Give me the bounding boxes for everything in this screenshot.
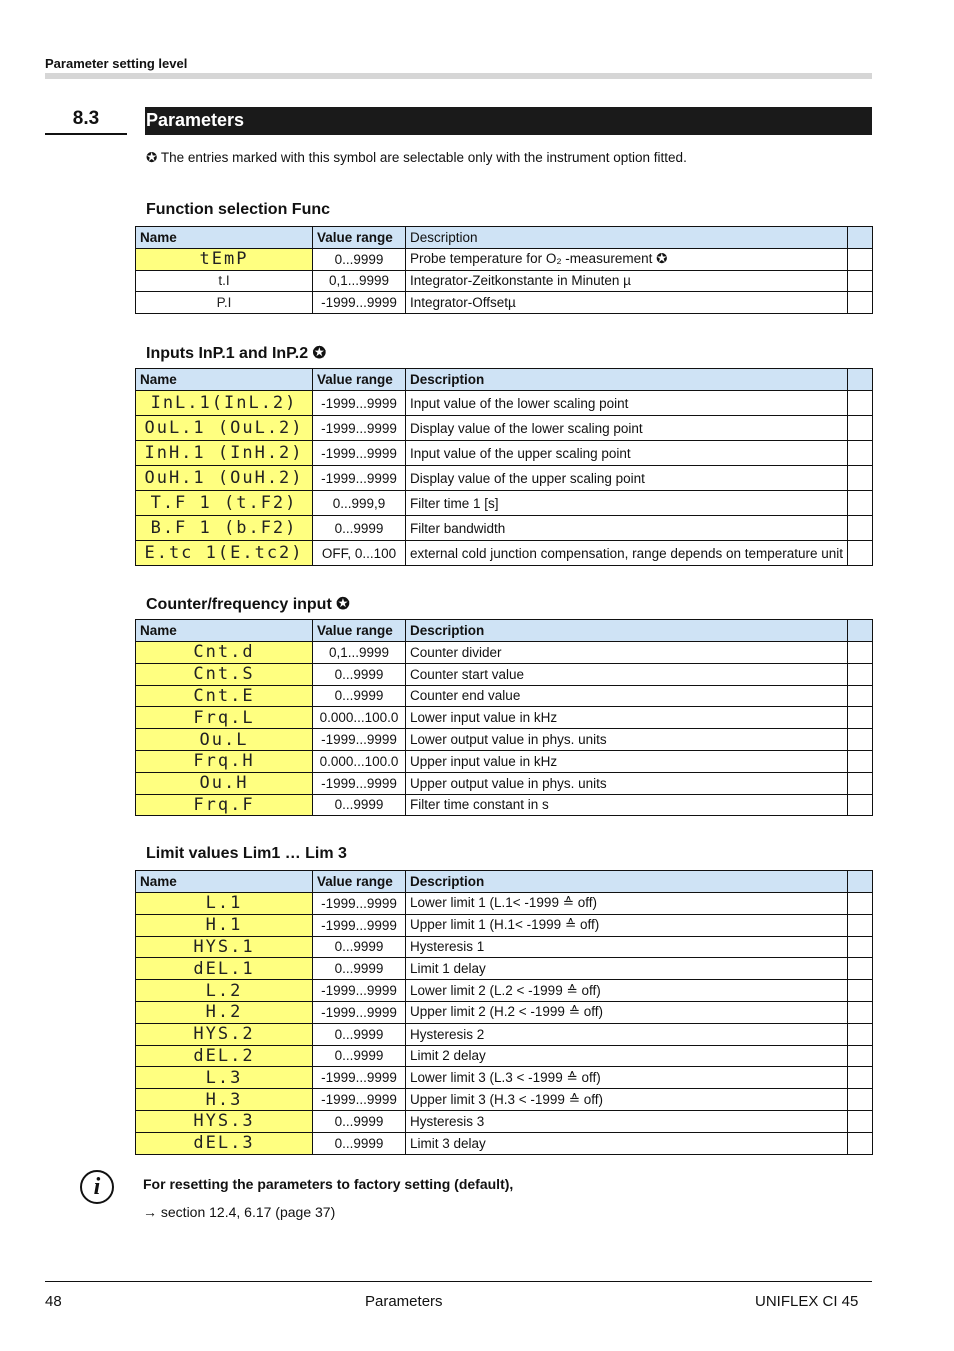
limits-table [135,870,873,1155]
parameter-name: Ou.L [136,729,313,751]
parameter-name: Frq.L [136,707,313,729]
parameter-description: Integrator-Zeitkonstante in Minuten µ [406,270,848,292]
page-number: 48 [45,1293,62,1310]
parameter-description: Filter time 1 [s] [406,491,848,516]
col-blank [848,620,873,642]
value-range: 0...9999 [313,249,406,271]
blank-cell [848,249,873,271]
parameter-name: HYS.2 [136,1023,313,1045]
reset-note-title: For resetting the parameters to factory setting (default), [143,1176,514,1192]
blank-cell [848,685,873,707]
parameter-description: Filter time constant in s [406,794,848,816]
blank-cell [848,1132,873,1154]
value-range: -1999...9999 [313,1001,406,1023]
parameter-description: Hysteresis 3 [406,1110,848,1132]
table-row [136,466,873,491]
table-row [136,1110,873,1132]
blank-cell [848,958,873,980]
parameter-description: Integrator-Offsetµ [406,292,848,314]
table-row [136,391,873,416]
value-range: -1999...9999 [313,1067,406,1089]
section-title: Parameters [146,110,245,130]
blank-cell [848,541,873,566]
value-range: 0...999,9 [313,491,406,516]
table-row [136,491,873,516]
parameter-description: Upper limit 1 (H.1< -1999 ≙ off) [406,914,848,936]
value-range: -1999...9999 [313,729,406,751]
blank-cell [848,491,873,516]
table-row [136,707,873,729]
parameter-description: Filter bandwidth [406,516,848,541]
parameter-name: InH.1 (InH.2) [136,441,313,466]
table-row [136,980,873,1002]
col-name: Name [136,369,313,391]
parameter-description: Limit 2 delay [406,1045,848,1067]
value-range: 0.000...100.0 [313,750,406,772]
col-blank [848,227,873,249]
parameter-description: Display value of the upper scaling point [406,466,848,491]
table-row [136,685,873,707]
value-range: 0.000...100.0 [313,707,406,729]
blank-cell [848,1001,873,1023]
value-range: 0...9999 [313,663,406,685]
parameter-name: t.I [136,270,313,292]
blank-cell [848,270,873,292]
parameter-description: Input value of the lower scaling point [406,391,848,416]
col-range: Value range [313,871,406,893]
value-range: -1999...9999 [313,893,406,915]
value-range: 0...9999 [313,685,406,707]
parameter-description: Display value of the lower scaling point [406,416,848,441]
counter-heading: Counter/frequency input ✪ [146,596,350,613]
footer-section: Parameters [365,1293,443,1310]
parameter-name: H.1 [136,914,313,936]
parameter-name: L.2 [136,980,313,1002]
running-header: Parameter setting level [45,56,188,71]
table-row [136,441,873,466]
table-row [136,772,873,794]
blank-cell [848,980,873,1002]
table-row [136,914,873,936]
table-row [136,270,873,292]
parameter-description: Upper limit 3 (H.3 < -1999 ≙ off) [406,1089,848,1111]
table-row [136,1023,873,1045]
blank-cell [848,663,873,685]
table-row [136,642,873,664]
parameter-name: L.3 [136,1067,313,1089]
col-description: Description [406,227,848,249]
parameter-description: Lower limit 1 (L.1< -1999 ≙ off) [406,893,848,915]
parameter-name: E.tc 1(E.tc2) [136,541,313,566]
table-row [136,750,873,772]
blank-cell [848,1067,873,1089]
parameter-description: Counter end value [406,685,848,707]
func-table [135,226,873,314]
value-range: 0...9999 [313,1045,406,1067]
table-row [136,249,873,271]
blank-cell [848,936,873,958]
value-range: 0...9999 [313,1023,406,1045]
value-range: -1999...9999 [313,914,406,936]
blank-cell [848,772,873,794]
parameter-name: T.F 1 (t.F2) [136,491,313,516]
table-row [136,516,873,541]
parameter-name: P.I [136,292,313,314]
table-row [136,541,873,566]
parameter-name: Ou.H [136,772,313,794]
col-description: Description [406,871,848,893]
footer-product: UNIFLEX CI 45 [755,1293,859,1310]
parameter-description: Limit 3 delay [406,1132,848,1154]
parameter-description: Upper limit 2 (H.2 < -1999 ≙ off) [406,1001,848,1023]
col-name: Name [136,871,313,893]
table-row [136,1045,873,1067]
parameter-description: Lower limit 3 (L.3 < -1999 ≙ off) [406,1067,848,1089]
section-number: 8.3 [72,108,100,129]
value-range: -1999...9999 [313,980,406,1002]
header-rule [45,73,872,79]
parameter-name: L.1 [136,893,313,915]
reset-note-reference: → section 12.4, 6.17 (page 37) [143,1204,336,1220]
table-row [136,663,873,685]
parameter-description: Lower input value in kHz [406,707,848,729]
blank-cell [848,466,873,491]
info-icon: i [80,1170,114,1204]
table-row [136,416,873,441]
parameter-description: external cold junction compensation, range depends on temperature unit [406,541,848,566]
blank-cell [848,707,873,729]
table-row [136,1001,873,1023]
blank-cell [848,1110,873,1132]
parameter-name: dEL.3 [136,1132,313,1154]
inputs-heading: Inputs InP.1 and InP.2 ✪ [146,345,326,362]
value-range: -1999...9999 [313,772,406,794]
col-blank [848,369,873,391]
parameter-name: Cnt.d [136,642,313,664]
blank-cell [848,794,873,816]
blank-cell [848,1023,873,1045]
col-range: Value range [313,369,406,391]
parameter-name: Frq.H [136,750,313,772]
parameter-name: OuL.1 (OuL.2) [136,416,313,441]
inputs-table [135,368,873,566]
blank-cell [848,642,873,664]
blank-cell [848,914,873,936]
parameter-description: Counter divider [406,642,848,664]
parameter-description: Lower limit 2 (L.2 < -1999 ≙ off) [406,980,848,1002]
col-name: Name [136,620,313,642]
parameter-description: Hysteresis 1 [406,936,848,958]
parameter-name: tEmP [136,249,313,271]
parameter-name: Cnt.S [136,663,313,685]
col-description: Description [406,369,848,391]
parameter-description: Upper output value in phys. units [406,772,848,794]
value-range: -1999...9999 [313,292,406,314]
value-range: 0...9999 [313,516,406,541]
col-range: Value range [313,620,406,642]
value-range: -1999...9999 [313,1089,406,1111]
parameter-name: HYS.3 [136,1110,313,1132]
parameter-name: Cnt.E [136,685,313,707]
blank-cell [848,292,873,314]
value-range: -1999...9999 [313,441,406,466]
counter-table [135,619,873,816]
parameter-description: Limit 1 delay [406,958,848,980]
blank-cell [848,441,873,466]
func-heading: Function selection Func [146,201,331,218]
blank-cell [848,729,873,751]
table-row [136,1067,873,1089]
parameter-name: H.3 [136,1089,313,1111]
table-row [136,292,873,314]
table-row [136,936,873,958]
parameter-name: dEL.1 [136,958,313,980]
limits-heading: Limit values Lim1 … Lim 3 [146,845,347,862]
table-row [136,958,873,980]
parameter-name: Frq.F [136,794,313,816]
col-blank [848,871,873,893]
col-description: Description [406,620,848,642]
parameter-description: Hysteresis 2 [406,1023,848,1045]
value-range: 0,1...9999 [313,642,406,664]
col-range: Value range [313,227,406,249]
table-row [136,794,873,816]
blank-cell [848,893,873,915]
value-range: -1999...9999 [313,391,406,416]
table-row [136,1132,873,1154]
value-range: 0...9999 [313,794,406,816]
parameter-name: OuH.1 (OuH.2) [136,466,313,491]
footer-rule [45,1281,872,1282]
value-range: -1999...9999 [313,466,406,491]
value-range: 0,1...9999 [313,270,406,292]
value-range: OFF, 0...100 [313,541,406,566]
parameter-name: dEL.2 [136,1045,313,1067]
value-range: -1999...9999 [313,416,406,441]
value-range: 0...9999 [313,958,406,980]
value-range: 0...9999 [313,1132,406,1154]
table-row [136,893,873,915]
parameter-name: HYS.1 [136,936,313,958]
parameter-description: Counter start value [406,663,848,685]
blank-cell [848,1089,873,1111]
section-title-bar [145,107,872,135]
blank-cell [848,416,873,441]
parameter-description: Input value of the upper scaling point [406,441,848,466]
parameter-description: Probe temperature for O₂ -measurement ✪ [406,249,848,271]
value-range: 0...9999 [313,936,406,958]
parameter-name: H.2 [136,1001,313,1023]
blank-cell [848,1045,873,1067]
blank-cell [848,516,873,541]
parameter-name: InL.1(InL.2) [136,391,313,416]
option-note: ✪ The entries marked with this symbol are selectable only with the instrument option fitted. [146,150,687,165]
col-name: Name [136,227,313,249]
table-row [136,729,873,751]
blank-cell [848,391,873,416]
table-row [136,1089,873,1111]
blank-cell [848,750,873,772]
parameter-name: B.F 1 (b.F2) [136,516,313,541]
parameter-description: Upper input value in kHz [406,750,848,772]
parameter-description: Lower output value in phys. units [406,729,848,751]
value-range: 0...9999 [313,1110,406,1132]
